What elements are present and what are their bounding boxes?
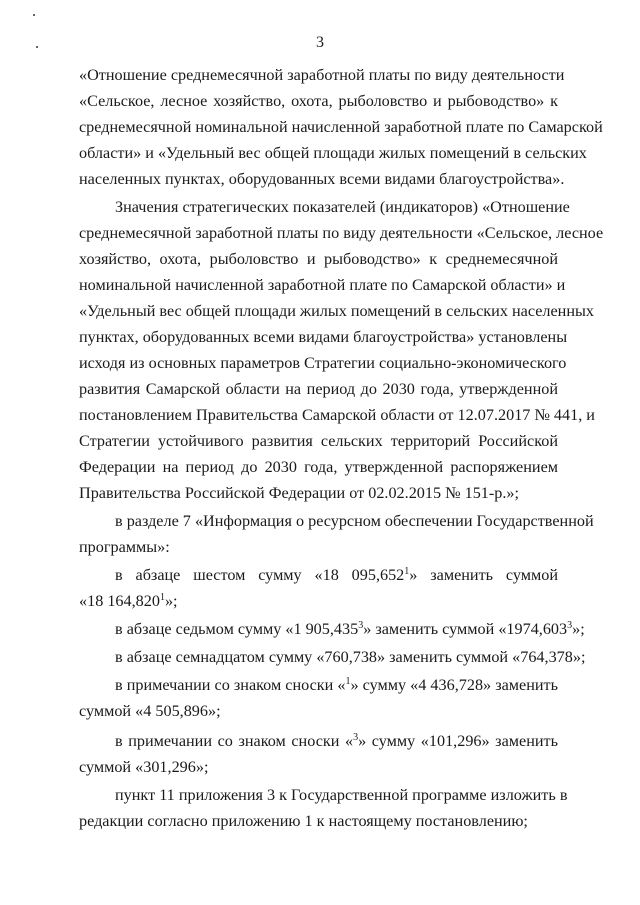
text-line — [115, 618, 585, 640]
text-fragment: в примечании со знаком сноски « — [115, 676, 346, 694]
text-line — [115, 564, 558, 586]
text-fragment: » заменить суммой «1974,603 — [363, 620, 568, 638]
text-line: пунктах, оборудованных всеми видами благоустройства» установлены — [79, 328, 568, 346]
text-fragment: «18 164,820 — [79, 592, 160, 610]
footnote-mark: 3 — [567, 620, 573, 631]
text-fragment: » заменить суммой — [409, 566, 558, 584]
text-line: населенных пунктах, оборудованных всеми видами благоустройства». — [79, 170, 565, 188]
text-fragment: »; — [572, 620, 585, 638]
footnote-mark: 1 — [159, 592, 165, 603]
text-fragment: в примечании со знаком сноски « — [115, 732, 354, 750]
text-line: хозяйство, охота, рыболовство и рыбоводство» к среднемесячной — [79, 250, 558, 268]
footnote-mark: 1 — [345, 676, 351, 687]
text-fragment: » сумму «101,296» заменить — [358, 732, 558, 750]
text-fragment: » сумму «4 436,728» заменить — [350, 676, 558, 694]
text-line: Значения стратегических показателей (индикаторов) «Отношение — [115, 198, 570, 216]
text-line: номинальной начисленной заработной плате по Самарской области» и — [79, 276, 566, 294]
page-number: 3 — [316, 34, 324, 51]
text-line: программы»: — [79, 538, 170, 556]
text-fragment: в абзаце шестом сумму «18 095,652 — [115, 566, 405, 584]
text-line: постановлением Правительства Самарской области от 12.07.2017 № 441, и — [79, 406, 595, 424]
text-line — [115, 674, 558, 696]
text-line: развития Самарской области на период до 2030 года, утвержденной — [79, 380, 558, 398]
text-line — [79, 590, 558, 612]
text-line: «Удельный вес общей площади жилых помещений в сельских населенных — [79, 302, 594, 320]
footnote-mark: 3 — [358, 620, 364, 631]
text-line: области» и «Удельный вес общей площади жилых помещений в сельских — [79, 144, 587, 162]
text-line: в разделе 7 «Информация о ресурсном обеспечении Государственной — [115, 512, 594, 530]
text-line: Правительства Российской Федерации от 02.02.2015 № 151-р.»; — [79, 484, 520, 502]
text-line: Стратегии устойчивого развития сельских территорий Российской — [79, 432, 558, 450]
text-line: «Отношение среднемесячной заработной платы по виду деятельности — [79, 66, 565, 84]
footnote-mark: 3 — [353, 732, 359, 743]
scan-speck — [33, 14, 35, 16]
text-line: Федерации на период до 2030 года, утвержденной распоряжением — [79, 458, 558, 476]
text-line: суммой «301,296»; — [79, 758, 209, 776]
text-line: «Сельское, лесное хозяйство, охота, рыболовство и рыбоводство» к — [79, 92, 558, 110]
text-line: пункт 11 приложения 3 к Государственной программе изложить в — [115, 786, 568, 804]
text-line — [115, 730, 558, 752]
text-fragment: »; — [164, 592, 178, 610]
text-fragment: в абзаце седьмом сумму «1 905,435 — [115, 620, 359, 638]
text-line: среднемесячной заработной платы по виду деятельности «Сельское, лесное — [79, 224, 604, 242]
text-line: в абзаце семнадцатом сумму «760,738» заменить суммой «764,378»; — [115, 648, 586, 666]
text-line: среднемесячной номинальной начисленной заработной плате по Самарской — [79, 118, 603, 136]
footnote-mark: 1 — [404, 566, 410, 577]
text-line: редакции согласно приложению 1 к настоящему постановлению; — [79, 812, 528, 830]
text-line: исходя из основных параметров Стратегии социально-экономического — [79, 354, 567, 372]
text-line: суммой «4 505,896»; — [79, 702, 221, 720]
